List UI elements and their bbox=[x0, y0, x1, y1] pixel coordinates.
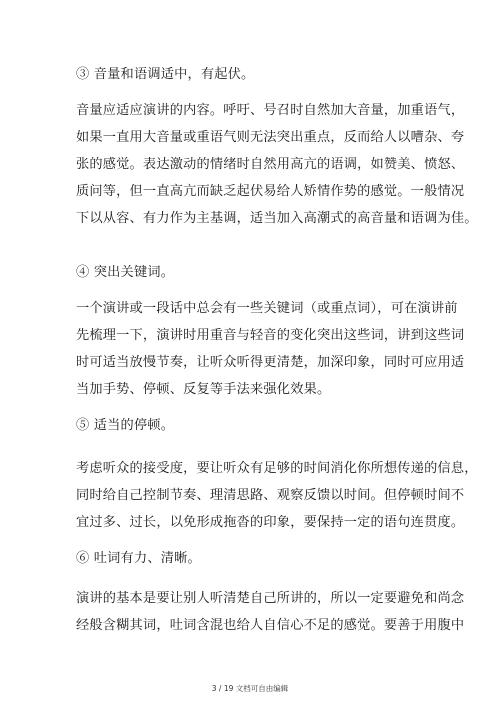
paragraph-line: 质问等，但一直高亢而缺乏起伏易给人矫情作势的感觉。一般情况 bbox=[76, 184, 465, 199]
paragraph-line: 先梳理一下，演讲时用重音与轻音的变化突出这些词，讲到这些词 bbox=[76, 328, 465, 343]
paragraph-line: 宜过多、过长，以免形成拖沓的印象，要保持一定的语句连贯度。 bbox=[76, 515, 465, 530]
paragraph-line: 同时给自己控制节奏、理清思路、观察反馈以时间。但停顿时间不 bbox=[76, 488, 465, 503]
paragraph-line: 考虑听众的接受度，要让听众有足够的时间消化你所想传递的信息， bbox=[76, 461, 478, 476]
section-heading-enunciation: ⑥ 吐词有力、清晰。 bbox=[76, 551, 201, 566]
paragraph-line: 经般含糊其词，吐词含混也给人自信心不足的感觉。要善于用腹中 bbox=[76, 618, 465, 633]
paragraph-line: 演讲的基本是要让别人听清楚自己所讲的，所以一定要避免和尚念 bbox=[76, 591, 465, 606]
paragraph-line: 下以从容、有力作为主基调，适当加入高潮式的高音量和语调为佳。 bbox=[76, 211, 478, 226]
paragraph-line: 如果一直用大音量或重语气则无法突出重点，反而给人以嘈杂、夸 bbox=[76, 130, 465, 145]
paragraph-line: 一个演讲或一段话中总会有一些关键词（或重点词），可在演讲前 bbox=[76, 301, 458, 316]
paragraph-line: 当加手势、停顿、反复等手法来强化效果。 bbox=[76, 382, 331, 397]
paragraph-line: 张的感觉。表达激动的情绪时自然用高亢的语调，如赞美、愤怒、 bbox=[76, 157, 465, 172]
page-footer: 3 / 19 文档可自由编辑 bbox=[211, 684, 289, 693]
paragraph-line: 音量应适应演讲的内容。呼吁、号召时自然加大音量，加重语气， bbox=[76, 103, 465, 118]
paragraph-line: 时可适当放慢节奏，让听众听得更清楚，加深印象，同时可应用适 bbox=[76, 355, 465, 370]
section-heading-keywords: ④ 突出关键词。 bbox=[76, 265, 175, 280]
section-heading-pauses: ⑤ 适当的停顿。 bbox=[76, 418, 175, 433]
section-heading-volume-tone: ③ 音量和语调适中，有起伏。 bbox=[76, 67, 255, 82]
